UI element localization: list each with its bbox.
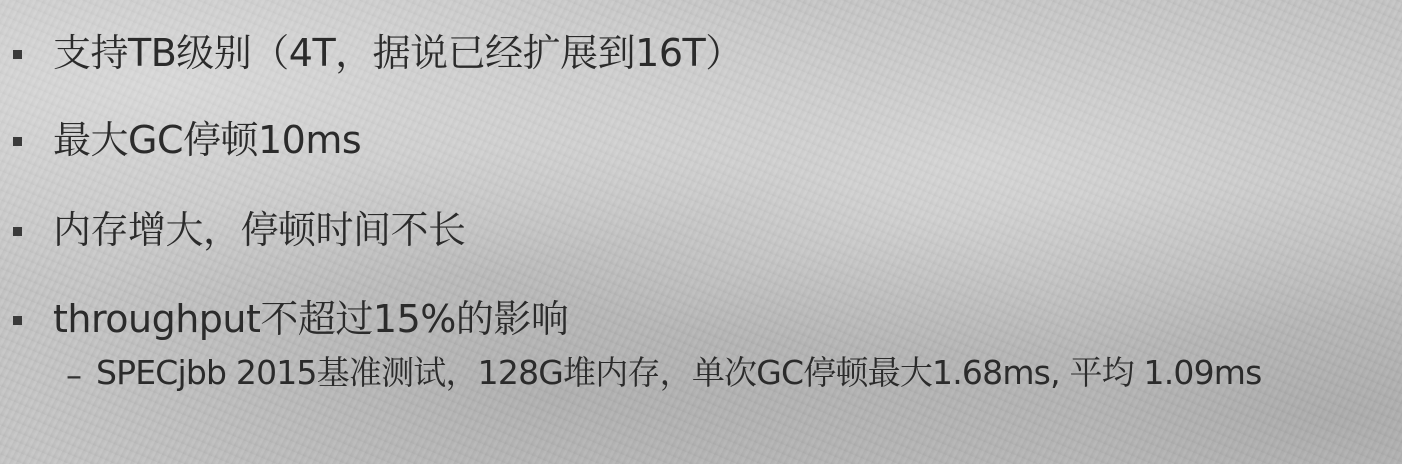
- square-bullet-icon: [13, 50, 22, 59]
- bullet-text: 最大GC停顿10ms: [53, 118, 362, 162]
- bullet-text: 内存增大，停顿时间不长: [53, 208, 466, 252]
- square-bullet-icon: [13, 316, 22, 325]
- dash-bullet-icon: –: [66, 356, 82, 394]
- sub-bullet-text: SPECjbb 2015基准测试，128G堆内存，单次GC停顿最大1.68ms, 平均 1.09ms: [96, 353, 1262, 392]
- square-bullet-icon: [13, 137, 22, 146]
- square-bullet-icon: [13, 227, 22, 236]
- bullet-text: throughput不超过15%的影响: [53, 297, 569, 341]
- bullet-text: 支持TB级别（4T，据说已经扩展到16T）: [53, 31, 743, 75]
